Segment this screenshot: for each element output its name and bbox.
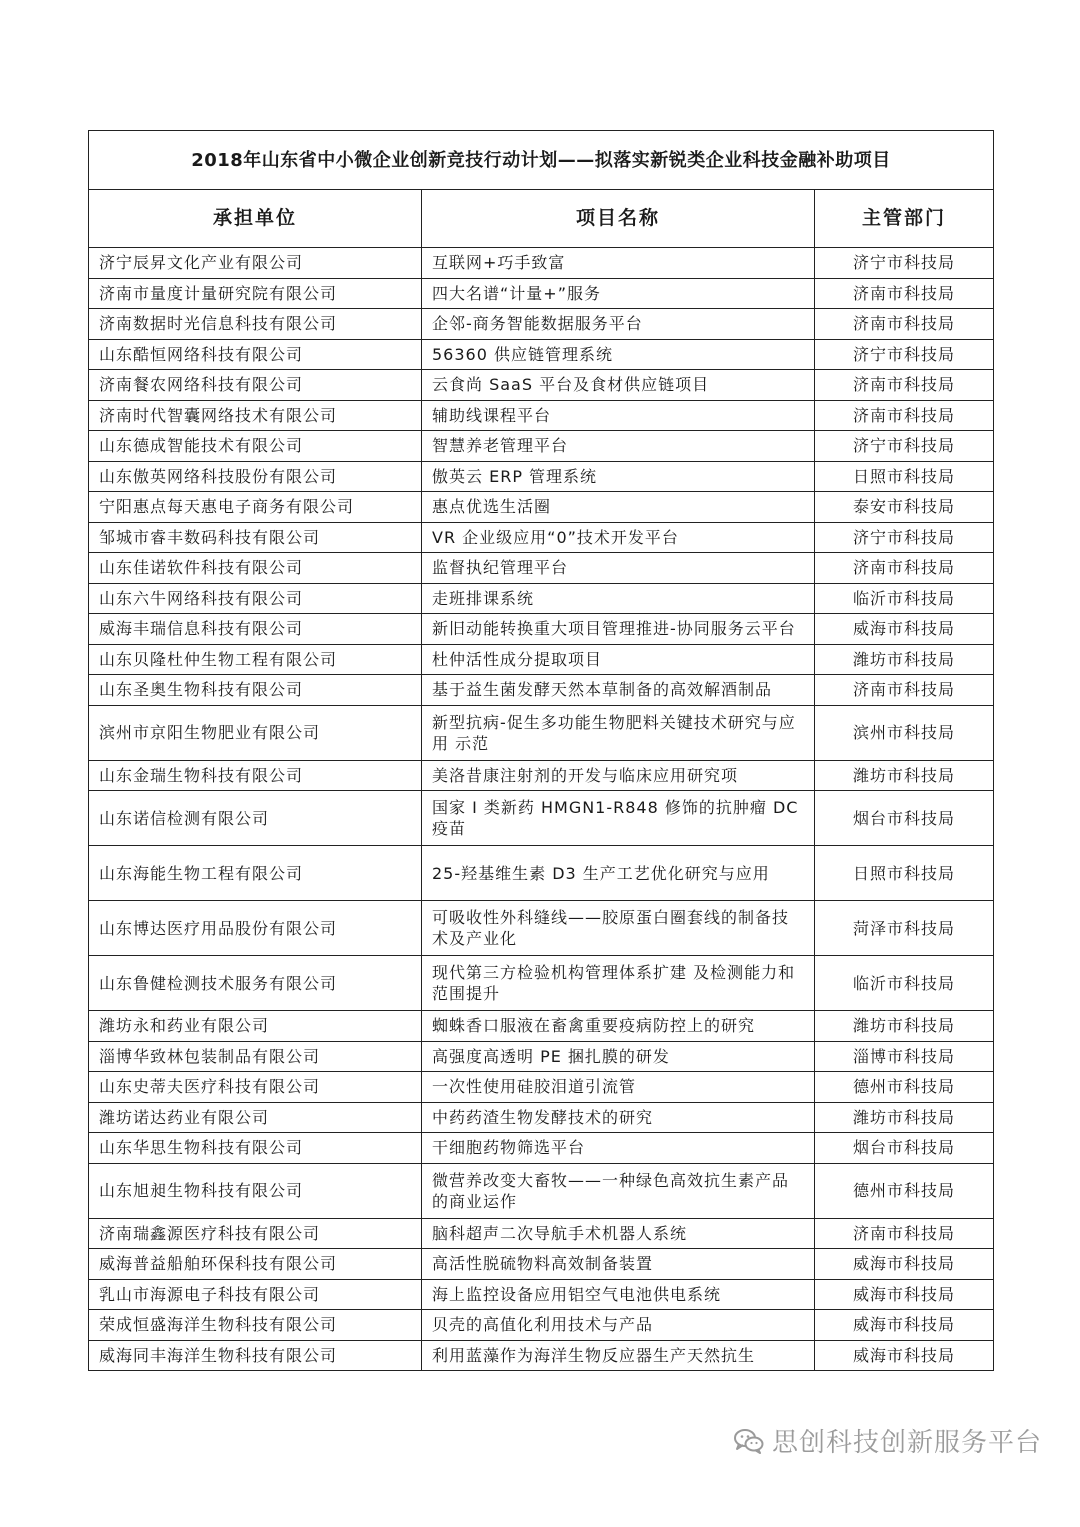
unit-cell: 山东酷恒网络科技有限公司 xyxy=(89,339,422,370)
project-table xyxy=(88,130,994,1371)
dept-cell: 济南市科技局 xyxy=(815,1218,994,1249)
project-cell: 国家 I 类新药 HMGN1-R848 修饰的抗肿瘤 DC 疫苗 xyxy=(422,791,815,846)
unit-cell: 山东佳诺软件科技有限公司 xyxy=(89,553,422,584)
project-cell: 云食尚 SaaS 平台及食材供应链项目 xyxy=(422,370,815,401)
project-cell: 基于益生菌发酵天然本草制备的高效解酒制品 xyxy=(422,675,815,706)
unit-cell: 潍坊永和药业有限公司 xyxy=(89,1011,422,1042)
project-cell: 杜仲活性成分提取项目 xyxy=(422,644,815,675)
unit-cell: 威海丰瑞信息科技有限公司 xyxy=(89,614,422,645)
unit-cell: 山东旭昶生物科技有限公司 xyxy=(89,1163,422,1218)
table-row xyxy=(89,339,994,370)
dept-cell: 济宁市科技局 xyxy=(815,522,994,553)
table-row xyxy=(89,1279,994,1310)
project-cell: 智慧养老管理平台 xyxy=(422,431,815,462)
dept-cell: 威海市科技局 xyxy=(815,1279,994,1310)
unit-cell: 威海同丰海洋生物科技有限公司 xyxy=(89,1340,422,1371)
project-cell: 傲英云 ERP 管理系统 xyxy=(422,461,815,492)
unit-cell: 山东诺信检测有限公司 xyxy=(89,791,422,846)
project-cell: 高活性脱硫物料高效制备装置 xyxy=(422,1249,815,1280)
table-row xyxy=(89,644,994,675)
dept-cell: 日照市科技局 xyxy=(815,461,994,492)
dept-cell: 日照市科技局 xyxy=(815,846,994,901)
unit-cell: 济南市量度计量研究院有限公司 xyxy=(89,278,422,309)
unit-cell: 威海普益船舶环保科技有限公司 xyxy=(89,1249,422,1280)
table-row xyxy=(89,760,994,791)
project-cell: 蜘蛛香口服液在畜禽重要疫病防控上的研究 xyxy=(422,1011,815,1042)
header-unit: 承担单位 xyxy=(89,190,422,248)
header-row xyxy=(89,190,994,248)
dept-cell: 临沂市科技局 xyxy=(815,956,994,1011)
unit-cell: 山东海能生物工程有限公司 xyxy=(89,846,422,901)
unit-cell: 乳山市海源电子科技有限公司 xyxy=(89,1279,422,1310)
unit-cell: 山东傲英网络科技股份有限公司 xyxy=(89,461,422,492)
unit-cell: 滨州市京阳生物肥业有限公司 xyxy=(89,705,422,760)
table-row xyxy=(89,675,994,706)
unit-cell: 山东圣奥生物科技有限公司 xyxy=(89,675,422,706)
dept-cell: 威海市科技局 xyxy=(815,1340,994,1371)
unit-cell: 山东史蒂夫医疗科技有限公司 xyxy=(89,1072,422,1103)
table-row xyxy=(89,248,994,279)
project-cell: 干细胞药物筛选平台 xyxy=(422,1133,815,1164)
document-title: 2018年山东省中小微企业创新竞技行动计划——拟落实新锐类企业科技金融补助项目 xyxy=(89,131,994,190)
unit-cell: 潍坊诺达药业有限公司 xyxy=(89,1102,422,1133)
unit-cell: 山东博达医疗用品股份有限公司 xyxy=(89,901,422,956)
dept-cell: 潍坊市科技局 xyxy=(815,1011,994,1042)
table-row xyxy=(89,614,994,645)
dept-cell: 临沂市科技局 xyxy=(815,583,994,614)
table-row xyxy=(89,1041,994,1072)
project-cell: 美洛昔康注射剂的开发与临床应用研究项 xyxy=(422,760,815,791)
dept-cell: 济宁市科技局 xyxy=(815,248,994,279)
project-cell: 惠点优选生活圈 xyxy=(422,492,815,523)
unit-cell: 山东华思生物科技有限公司 xyxy=(89,1133,422,1164)
unit-cell: 济南瑞鑫源医疗科技有限公司 xyxy=(89,1218,422,1249)
dept-cell: 威海市科技局 xyxy=(815,614,994,645)
table-row xyxy=(89,1133,994,1164)
dept-cell: 淄博市科技局 xyxy=(815,1041,994,1072)
dept-cell: 德州市科技局 xyxy=(815,1072,994,1103)
unit-cell: 山东六牛网络科技有限公司 xyxy=(89,583,422,614)
dept-cell: 济南市科技局 xyxy=(815,370,994,401)
project-cell: 新旧动能转换重大项目管理推进-协同服务云平台 xyxy=(422,614,815,645)
dept-cell: 济南市科技局 xyxy=(815,309,994,340)
project-cell: 微营养改变大畜牧——一种绿色高效抗生素产品的商业运作 xyxy=(422,1163,815,1218)
project-cell: 企邻-商务智能数据服务平台 xyxy=(422,309,815,340)
unit-cell: 宁阳惠点每天惠电子商务有限公司 xyxy=(89,492,422,523)
table-row xyxy=(89,1249,994,1280)
table-row xyxy=(89,956,994,1011)
unit-cell: 济南时代智囊网络技术有限公司 xyxy=(89,400,422,431)
table-row xyxy=(89,370,994,401)
dept-cell: 烟台市科技局 xyxy=(815,791,994,846)
title-row xyxy=(89,131,994,190)
project-cell: 互联网+巧手致富 xyxy=(422,248,815,279)
unit-cell: 山东贝隆杜仲生物工程有限公司 xyxy=(89,644,422,675)
table-row xyxy=(89,791,994,846)
dept-cell: 济宁市科技局 xyxy=(815,431,994,462)
project-cell: 脑科超声二次导航手术机器人系统 xyxy=(422,1218,815,1249)
dept-cell: 德州市科技局 xyxy=(815,1163,994,1218)
table-row xyxy=(89,1218,994,1249)
dept-cell: 烟台市科技局 xyxy=(815,1133,994,1164)
table-row xyxy=(89,1011,994,1042)
watermark xyxy=(734,1422,1042,1459)
unit-cell: 济南餐农网络科技有限公司 xyxy=(89,370,422,401)
dept-cell: 济南市科技局 xyxy=(815,553,994,584)
table-row xyxy=(89,309,994,340)
dept-cell: 潍坊市科技局 xyxy=(815,644,994,675)
project-cell: 利用蓝藻作为海洋生物反应器生产天然抗生 xyxy=(422,1340,815,1371)
unit-cell: 济宁辰昇文化产业有限公司 xyxy=(89,248,422,279)
unit-cell: 山东德成智能技术有限公司 xyxy=(89,431,422,462)
table-body xyxy=(89,131,994,1371)
unit-cell: 山东金瑞生物科技有限公司 xyxy=(89,760,422,791)
table-row xyxy=(89,846,994,901)
table-row xyxy=(89,278,994,309)
project-cell: 走班排课系统 xyxy=(422,583,815,614)
project-cell: 监督执纪管理平台 xyxy=(422,553,815,584)
table-row xyxy=(89,705,994,760)
table-row xyxy=(89,1310,994,1341)
table-row xyxy=(89,1340,994,1371)
header-project: 项目名称 xyxy=(422,190,815,248)
table-row xyxy=(89,400,994,431)
table-row xyxy=(89,583,994,614)
dept-cell: 济南市科技局 xyxy=(815,400,994,431)
dept-cell: 威海市科技局 xyxy=(815,1310,994,1341)
project-cell: 中药药渣生物发酵技术的研究 xyxy=(422,1102,815,1133)
dept-cell: 泰安市科技局 xyxy=(815,492,994,523)
dept-cell: 菏泽市科技局 xyxy=(815,901,994,956)
table-row xyxy=(89,1102,994,1133)
project-cell: 高强度高透明 PE 捆扎膜的研发 xyxy=(422,1041,815,1072)
table-row xyxy=(89,553,994,584)
dept-cell: 济南市科技局 xyxy=(815,675,994,706)
unit-cell: 淄博华致林包装制品有限公司 xyxy=(89,1041,422,1072)
project-cell: 一次性使用硅胶泪道引流管 xyxy=(422,1072,815,1103)
project-cell: 现代第三方检验机构管理体系扩建 及检测能力和范围提升 xyxy=(422,956,815,1011)
project-cell: 新型抗病-促生多功能生物肥料关键技术研究与应用 示范 xyxy=(422,705,815,760)
dept-cell: 济宁市科技局 xyxy=(815,339,994,370)
project-cell: 贝壳的高值化利用技术与产品 xyxy=(422,1310,815,1341)
project-cell: VR 企业级应用“0”技术开发平台 xyxy=(422,522,815,553)
project-cell: 25-羟基维生素 D3 生产工艺优化研究与应用 xyxy=(422,846,815,901)
table-row xyxy=(89,1072,994,1103)
table-row xyxy=(89,461,994,492)
project-cell: 海上监控设备应用铝空气电池供电系统 xyxy=(422,1279,815,1310)
watermark-text: 思创科技创新服务平台 xyxy=(771,1428,1042,1458)
unit-cell: 济南数据时光信息科技有限公司 xyxy=(89,309,422,340)
project-cell: 四大名谱“计量+”服务 xyxy=(422,278,815,309)
header-dept: 主管部门 xyxy=(815,190,994,248)
wechat-icon xyxy=(734,1428,764,1454)
table-row xyxy=(89,431,994,462)
dept-cell: 滨州市科技局 xyxy=(815,705,994,760)
unit-cell: 荣成恒盛海洋生物科技有限公司 xyxy=(89,1310,422,1341)
unit-cell: 邹城市睿丰数码科技有限公司 xyxy=(89,522,422,553)
table-row xyxy=(89,522,994,553)
table-row xyxy=(89,492,994,523)
unit-cell: 山东鲁健检测技术服务有限公司 xyxy=(89,956,422,1011)
dept-cell: 威海市科技局 xyxy=(815,1249,994,1280)
project-cell: 可吸收性外科缝线——胶原蛋白圈套线的制备技术及产业化 xyxy=(422,901,815,956)
dept-cell: 潍坊市科技局 xyxy=(815,1102,994,1133)
dept-cell: 潍坊市科技局 xyxy=(815,760,994,791)
project-cell: 56360 供应链管理系统 xyxy=(422,339,815,370)
table-row xyxy=(89,901,994,956)
dept-cell: 济南市科技局 xyxy=(815,278,994,309)
table-row xyxy=(89,1163,994,1218)
project-cell: 辅助线课程平台 xyxy=(422,400,815,431)
